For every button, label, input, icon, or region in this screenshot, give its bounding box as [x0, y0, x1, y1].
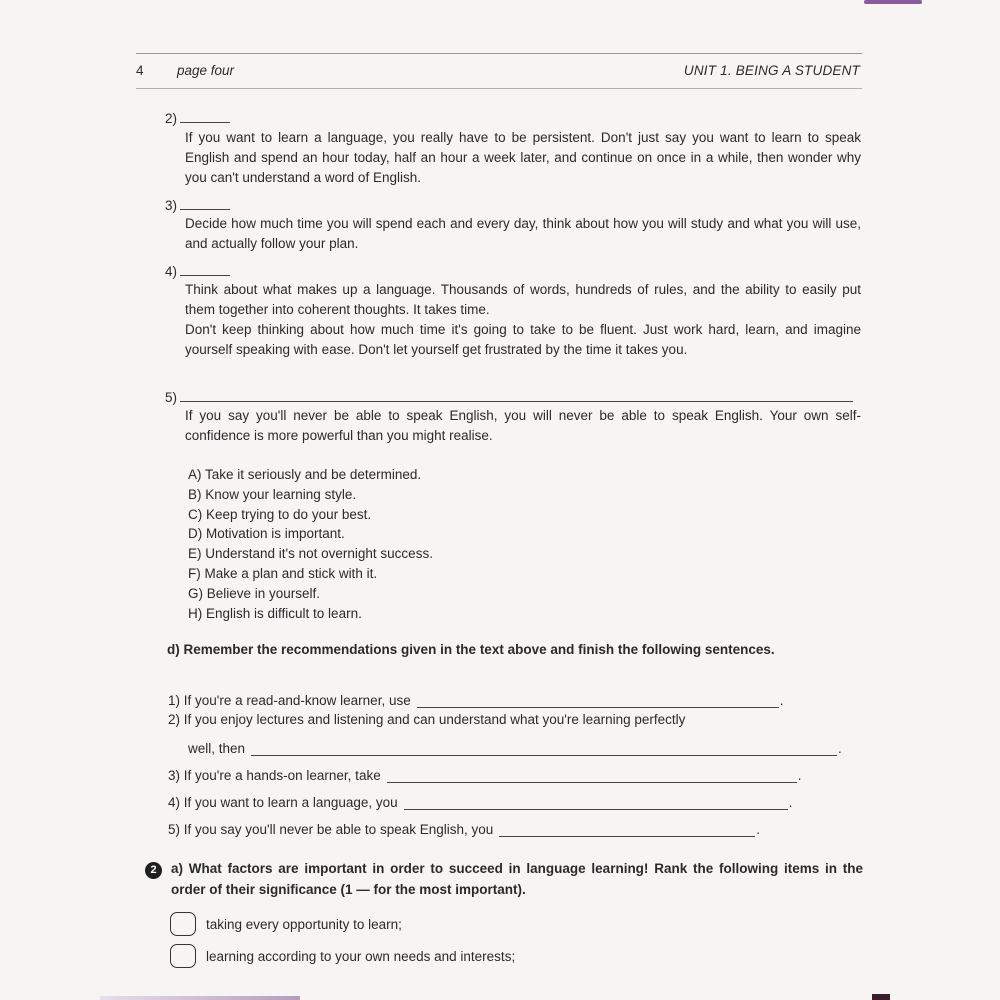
sentence-end-mark: .: [797, 768, 802, 783]
sentence-text: 2) If you enjoy lectures and listening and can understand what you're learning perfectly: [168, 712, 686, 727]
option-e: E) Understand it's not overnight success.: [188, 546, 433, 562]
sentence-3: [168, 768, 801, 783]
rank-item-text: taking every opportunity to learn;: [206, 916, 402, 932]
tip-5-number-row: [165, 389, 853, 405]
bottom-corner-mark: [872, 994, 890, 1000]
tip-number: 3): [165, 198, 178, 213]
task-d-instruction: d) Remember the recommendations given in the text above and finish the following sentences.: [167, 642, 775, 657]
heading-options-list: [188, 465, 433, 623]
tip-number: 2): [165, 111, 178, 126]
tip-3-number-row: [165, 197, 230, 213]
sentence-answer-line[interactable]: [417, 695, 779, 708]
option-b: B) Know your learning style.: [188, 486, 357, 502]
sentence-text: 5) If you say you'll never be able to speak English, you: [168, 822, 494, 837]
bottom-color-mark: [100, 996, 300, 1000]
sentence-answer-line[interactable]: [251, 743, 837, 756]
tip-number: 4): [165, 264, 178, 279]
corner-color-mark: [864, 0, 922, 4]
tip-3-text: Decide how much time you will spend each and every day, think about how you will study and what you will use, and actually follow your plan.: [185, 216, 861, 251]
option-h: H) English is difficult to learn.: [188, 605, 362, 621]
sentence-end-mark: .: [779, 693, 784, 708]
tip-5-text: If you say you'll never be able to speak English, you will never be able to speak English. Your own self-confidence is more powerful than you might realise.: [185, 408, 861, 443]
exercise-number-badge: 2: [145, 862, 162, 879]
option-d: D) Motivation is important.: [188, 526, 345, 542]
sentence-5: [168, 822, 760, 837]
unit-title: UNIT 1. BEING A STUDENT: [683, 63, 860, 78]
answer-blank[interactable]: [180, 263, 230, 276]
sentence-2-continued: [188, 741, 842, 756]
page-header: [136, 61, 862, 83]
answer-blank[interactable]: [180, 389, 853, 402]
answer-blank[interactable]: [180, 197, 230, 210]
page-name: page four: [177, 63, 235, 78]
sentence-4: [168, 795, 792, 810]
page-number: 4: [136, 63, 144, 78]
sentence-text: well, then: [188, 741, 246, 756]
exercise-2a-instruction: a) What factors are important in order to succeed in language learning! Rank the following items in the order of their significance (1 — for the most important).: [171, 861, 863, 897]
sentence-answer-line[interactable]: [404, 797, 788, 810]
sentence-text: 4) If you want to learn a language, you: [168, 795, 398, 810]
tip-number: 5): [165, 390, 178, 405]
tip-2-number-row: [165, 110, 230, 126]
rank-item-1: [170, 912, 402, 936]
sentence-answer-line[interactable]: [387, 770, 797, 783]
sentence-text: 1) If you're a read-and-know learner, use: [168, 693, 411, 708]
sentence-answer-line[interactable]: [499, 824, 755, 837]
sentence-end-mark: .: [838, 741, 842, 756]
header-rule-top: [136, 53, 862, 54]
tip-4-text: Think about what makes up a language. Thousands of words, hundreds of rules, and the ability to easily put them together into coherent thoughts. It takes time.: [185, 282, 861, 317]
rank-item-2: [170, 944, 515, 968]
option-c: C) Keep trying to do your best.: [188, 506, 372, 522]
option-a: A) Take it seriously and be determined.: [188, 467, 422, 482]
sentence-1: [168, 693, 783, 708]
header-rule-bottom: [136, 88, 862, 89]
sentence-text: 3) If you're a hands-on learner, take: [168, 768, 381, 783]
sentence-2: [168, 712, 685, 727]
rank-box[interactable]: [170, 912, 196, 936]
tip-2-text: If you want to learn a language, you really have to be persistent. Don't just say you want to learn to speak English and spend an hour today, half an hour a week later, and continue on once in a while, then wonder why you can't understand a word of English.: [185, 130, 861, 185]
answer-blank[interactable]: [180, 110, 230, 123]
sentence-end-mark: .: [756, 822, 761, 837]
rank-box[interactable]: [170, 944, 196, 968]
rank-item-text: learning according to your own needs and interests;: [206, 948, 516, 964]
tip-4-number-row: [165, 263, 230, 279]
option-f: F) Make a plan and stick with it.: [188, 565, 378, 581]
tip-4-text-continued: Don't keep thinking about how much time it's going to take to be fluent. Just work hard, learn, and imagine yourself speaking with ease. Don't let yourself get frustrated by the time it takes you.: [185, 322, 861, 357]
option-g: G) Believe in yourself.: [188, 585, 321, 601]
sentence-end-mark: .: [788, 795, 793, 810]
